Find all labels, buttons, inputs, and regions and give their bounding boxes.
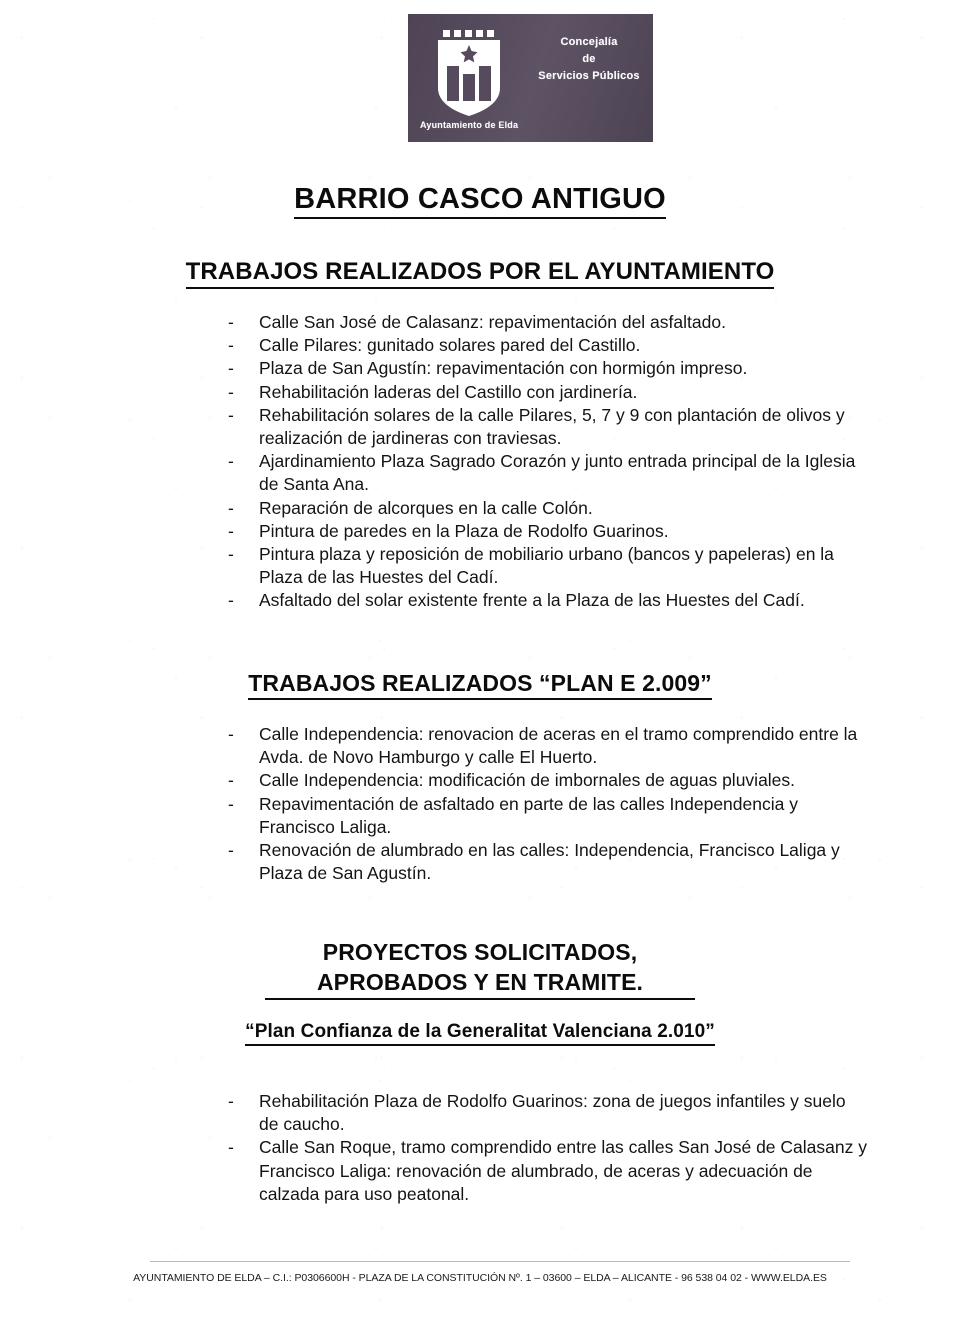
list-item-text: Rehabilitación Plaza de Rodolfo Guarinos: zona de juegos infantiles y suelo de caucho.	[259, 1091, 846, 1135]
bullet-dash: -	[228, 793, 234, 814]
bullet-dash: -	[228, 451, 234, 472]
bullet-dash: -	[228, 590, 234, 611]
section-2-heading-text: TRABAJOS REALIZADOS “PLAN E 2.009”	[248, 670, 711, 700]
bullet-dash: -	[228, 381, 234, 402]
bullet-dash: -	[228, 312, 234, 332]
list-item	[228, 450, 868, 496]
list-item	[228, 589, 868, 612]
bullet-dash: -	[228, 770, 234, 791]
page-title	[0, 183, 960, 219]
list-item-text: Calle Independencia: renovacion de aceras en el tramo comprendido entre la Avda. de Novo Hamburgo y calle El Huerto.	[259, 724, 858, 768]
bullet-dash: -	[228, 1091, 234, 1111]
list-item	[228, 381, 868, 404]
list-item-text: Ajardinamiento Plaza Sagrado Corazón y junto entrada principal de la Iglesia de Santa Ana.	[259, 451, 856, 495]
council-line-3: Servicios Públicos	[538, 70, 640, 82]
list-item	[228, 404, 868, 450]
bullet-dash: -	[228, 544, 234, 565]
list-item	[228, 497, 868, 520]
section-1-heading-text: TRABAJOS REALIZADOS POR EL AYUNTAMIENTO	[186, 258, 775, 289]
list-item	[228, 793, 868, 839]
page-title-text: BARRIO CASCO ANTIGUO	[294, 183, 666, 219]
list-item-text: Rehabilitación laderas del Castillo con jardinería.	[259, 381, 638, 402]
list-item-text: Asfaltado del solar existente frente a la Plaza de las Huestes del Cadí.	[259, 590, 805, 611]
council-line-1: Concejalía	[560, 36, 618, 48]
bullet-dash: -	[228, 520, 234, 541]
section-3-list	[228, 1090, 868, 1206]
bullet-dash: -	[228, 840, 234, 861]
list-item-text: Rehabilitación solares de la calle Pilares, 5, 7 y 9 con plantación de olivos y realización de jardineras con traviesas.	[259, 404, 845, 449]
section-3-subheading	[0, 1021, 960, 1046]
list-item	[228, 311, 868, 334]
list-item-text: Repavimentación de asfaltado en parte de las calles Independencia y Francisco Laliga.	[259, 793, 798, 837]
footer-address-text: AYUNTAMIENTO DE ELDA – C.I.: P0306600H - PLAZA DE LA CONSTITUCIÓN Nº. 1 – 03600 – ELDA – ALICANTE - 96 538 04 02 - WWW.ELDA.ES	[133, 1272, 827, 1284]
council-line-2: de	[582, 53, 596, 65]
list-item-text: Pintura plaza y reposición de mobiliario urbano (bancos y papeleras) en la Plaza de las Huestes del Cadí.	[259, 544, 834, 588]
list-item	[228, 1090, 868, 1136]
list-item	[228, 334, 868, 357]
section-3-heading	[0, 937, 960, 1000]
list-item-text: Calle Independencia: modificación de imbornales de aguas pluviales.	[259, 770, 796, 791]
list-item-text: Plaza de San Agustín: repavimentación con hormigón impreso.	[259, 358, 748, 379]
section-3-subheading-text: “Plan Confianza de la Generalitat Valenciana 2.010”	[245, 1021, 715, 1046]
list-item-text: Calle San José de Calasanz: repavimentación del asfaltado.	[259, 312, 726, 332]
section-1-heading	[0, 258, 960, 289]
council-department-text	[530, 34, 648, 85]
section-3-heading-text: PROYECTOS SOLICITADOS, APROBADOS Y EN TRAMITE.	[265, 937, 695, 1000]
list-item	[228, 839, 868, 885]
section-1-list	[228, 311, 868, 613]
footer-divider	[150, 1261, 850, 1262]
bullet-dash: -	[228, 404, 234, 425]
list-item	[228, 543, 868, 589]
list-item-text: Renovación de alumbrado en las calles: Independencia, Francisco Laliga y Plaza de San Agustín.	[259, 840, 840, 884]
section-2-heading	[0, 670, 960, 700]
bullet-dash: -	[228, 1137, 234, 1158]
section-2-list	[228, 723, 868, 885]
elda-coat-of-arms-icon	[430, 26, 508, 118]
list-item-text: Calle Pilares: gunitado solares pared del Castillo.	[259, 335, 641, 356]
list-item	[228, 723, 868, 769]
list-item	[228, 769, 868, 792]
bullet-dash: -	[228, 335, 234, 356]
list-item	[228, 520, 868, 543]
letterhead-banner	[408, 14, 653, 142]
list-item-text: Calle San Roque, tramo comprendido entre las calles San José de Calasanz y Francisco Laliga: renovación de alumbrado, de aceras y adecuación de calzada para uso peatonal.	[259, 1137, 867, 1204]
bullet-dash: -	[228, 724, 234, 744]
bullet-dash: -	[228, 497, 234, 518]
bullet-dash: -	[228, 358, 234, 379]
list-item	[228, 357, 868, 380]
list-item-text: Reparación de alcorques en la calle Colón.	[259, 497, 593, 518]
list-item	[228, 1136, 868, 1206]
list-item-text: Pintura de paredes en la Plaza de Rodolfo Guarinos.	[259, 520, 669, 541]
town-hall-label: Ayuntamiento de Elda	[420, 120, 519, 130]
